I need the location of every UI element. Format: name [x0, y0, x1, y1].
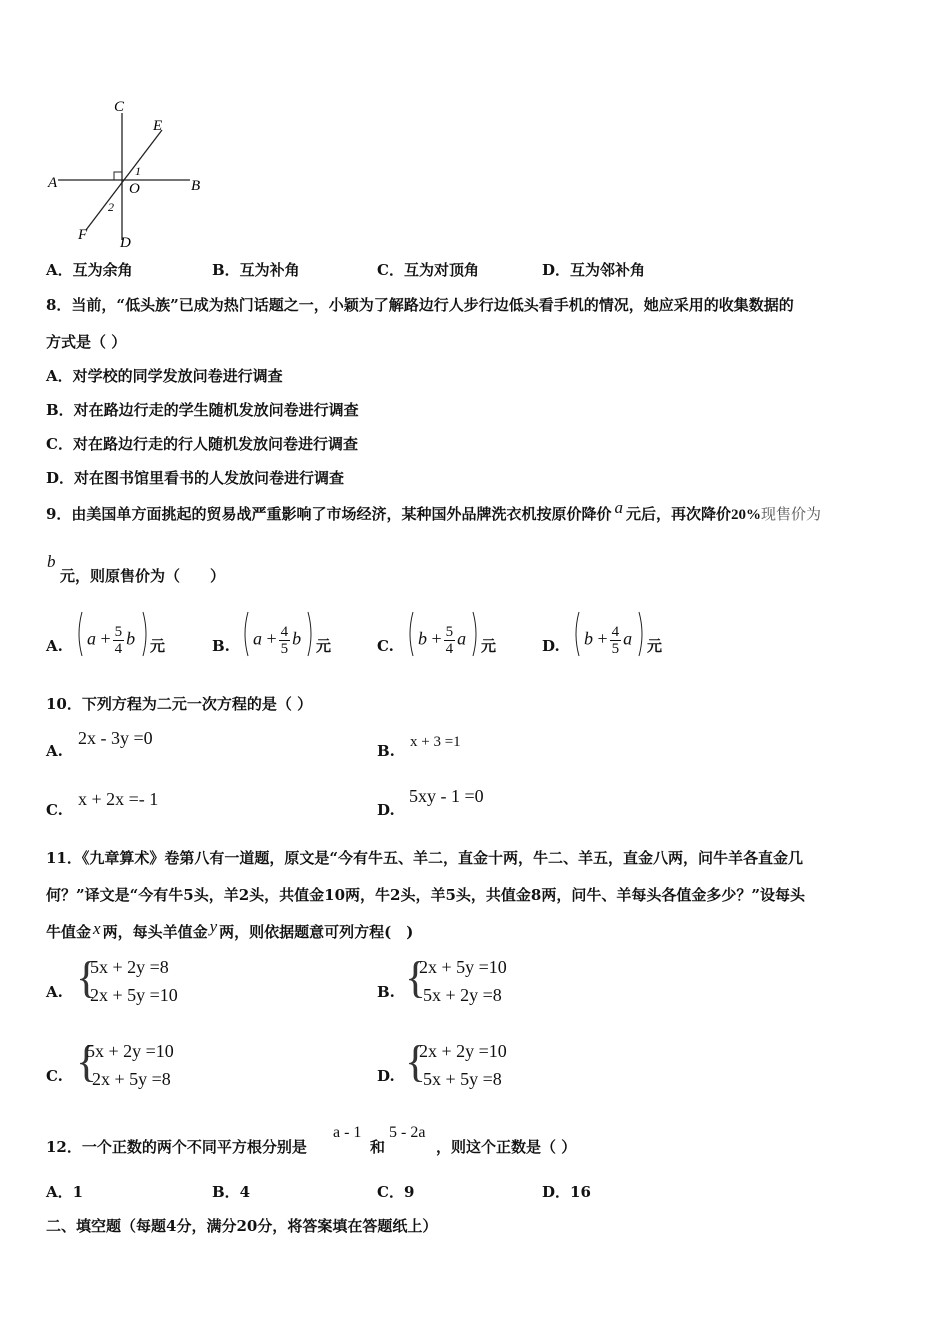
q10-option-a-eq: 2x - 3y =0	[78, 728, 153, 748]
label-F: F	[78, 227, 88, 243]
q8-stem-line2: 方式是（ ）	[46, 333, 127, 351]
q11-option-a-eq2: 2x + 5y =10	[90, 985, 178, 1005]
q9-option-d-label: D.	[542, 637, 560, 655]
label-D: D	[120, 235, 131, 251]
q11-option-a-eq1: 5x + 2y =8	[90, 957, 169, 977]
q11-option-b-eq1: 2x + 5y =10	[419, 957, 507, 977]
label-B: B	[191, 178, 201, 194]
q11-option-d-eq1: 2x + 2y =10	[419, 1041, 507, 1061]
label-angle-2: 2	[108, 200, 114, 214]
q11-stem-line3: 牛值金 x 两，每头羊值金 y 两，则依据题意可列方程( )	[46, 917, 414, 941]
q12-stem-part2: 和	[370, 1138, 386, 1156]
q12-option-d: D．16	[542, 1183, 591, 1201]
q9-option-a-unit: 元	[150, 637, 166, 655]
q9-text-2: 元后，再次降价	[625, 505, 731, 523]
paren-left	[242, 610, 250, 658]
q9-option-c-label: C.	[377, 637, 394, 655]
q11-option-d-label: D.	[377, 1067, 395, 1085]
q10-option-d-label: D.	[377, 801, 395, 819]
q7-option-a: A．互为余角	[46, 261, 133, 279]
q10-option-b-eq: x + 3 =1	[410, 734, 461, 750]
paren-right	[637, 610, 645, 658]
q11-stem-line1: 11．《九章算术》卷第八有一道题，原文是“今有牛五、羊二，直金十两，牛二、羊五，直金八两，问牛羊各直金几	[46, 849, 804, 867]
q12-option-a: A．1	[46, 1183, 84, 1201]
q11-stem-line2: 何？”译文是“今有牛5头，羊2头，共值金10两，牛2头，羊5头，共值金8两，问牛、羊每头各值金多少？”设每头	[46, 886, 805, 904]
q9-percent: 20%	[730, 507, 761, 523]
brace-icon: {	[76, 953, 98, 1002]
q10-option-a-label: A.	[46, 742, 63, 760]
q10-option-c-eq: x + 2x =- 1	[78, 789, 159, 809]
q11-var-x: x	[93, 919, 101, 938]
q10-option-d-eq: 5xy - 1 =0	[409, 786, 484, 806]
q11-option-b-label: B.	[377, 983, 395, 1001]
q9-option-c-expr: b + $\frac{5}{4}$ a	[418, 624, 467, 657]
q9-stem-line2: 元，则原售价为（ ）	[60, 567, 226, 585]
paren-left	[76, 610, 84, 658]
q11-option-a-label: A.	[46, 983, 63, 1001]
q9-option-a-expr: a + $\frac{5}{4}$ b	[87, 624, 136, 657]
q12-stem-part1: 12．一个正数的两个不同平方根分别是	[46, 1138, 307, 1156]
q10-option-c-label: C.	[46, 801, 63, 819]
q8-stem-line1: 8．当前，“低头族”已成为热门话题之一，小颖为了解路边行人步行边低头看手机的情况，她应采用的收集数据的	[46, 296, 794, 314]
q9-option-a-label: A.	[46, 637, 63, 655]
q11-option-d-eq2: 5x + 5y =8	[423, 1069, 502, 1089]
q7-option-d: D．互为邻补角	[542, 261, 646, 279]
right-angle-mark	[114, 172, 122, 180]
q9-option-d-expr: b + $\frac{4}{5}$ a	[584, 624, 633, 657]
paren-left	[573, 610, 581, 658]
q9-option-c-unit: 元	[481, 637, 497, 655]
q11-option-c-label: C.	[46, 1067, 63, 1085]
q11-option-c-eq1: 5x + 2y =10	[86, 1041, 174, 1061]
q11-option-b-eq2: 5x + 2y =8	[423, 985, 502, 1005]
q10-option-b-label: B.	[377, 742, 395, 760]
q12-stem-part3: ，则这个正数是（ ）	[436, 1138, 577, 1156]
section2-title: 二、填空题（每题4分，满分20分，将答案填在答题纸上）	[46, 1217, 438, 1235]
q12-expr1: a - 1	[333, 1124, 362, 1141]
q7-option-c: C．互为对顶角	[377, 261, 479, 279]
q8-option-b: B．对在路边行走的学生随机发放问卷进行调查	[46, 401, 359, 419]
q8-option-c: C．对在路边行走的行人随机发放问卷进行调查	[46, 435, 358, 453]
q11-var-y: y	[209, 917, 218, 936]
q9-option-b-label: B.	[212, 637, 230, 655]
label-A: A	[48, 175, 58, 191]
q7-option-b: B．互为补角	[212, 261, 300, 279]
paren-right	[141, 610, 149, 658]
paren-left	[407, 610, 415, 658]
q12-expr2: 5 - 2a	[389, 1124, 426, 1141]
q9-option-b-expr: a + $\frac{4}{5}$ b	[253, 624, 302, 657]
q9-text-1: 9．由美国单方面挑起的贸易战严重影响了市场经济，某种国外品牌洗衣机按原价降价	[46, 505, 612, 523]
label-angle-1: 1	[135, 164, 141, 178]
label-O: O	[129, 181, 140, 197]
q8-option-a: A．对学校的同学发放问卷进行调查	[46, 367, 283, 385]
paren-right	[306, 610, 314, 658]
brace-icon: {	[405, 953, 427, 1002]
q9-var-a: a	[614, 498, 623, 517]
brace-icon: {	[76, 1037, 98, 1086]
paren-right	[471, 610, 479, 658]
label-C: C	[114, 99, 125, 115]
label-E: E	[153, 118, 163, 134]
q9-option-d-unit: 元	[647, 637, 663, 655]
geometry-figure	[40, 95, 220, 255]
q8-option-d: D．对在图书馆里看书的人发放问卷进行调查	[46, 469, 345, 487]
q12-option-b: B．4	[212, 1183, 251, 1201]
q9-text-3: 现售价为	[760, 505, 821, 523]
q11-option-c-eq2: 2x + 5y =8	[92, 1069, 171, 1089]
q9-stem-line1	[46, 498, 821, 525]
brace-icon: {	[405, 1037, 427, 1086]
q12-option-c: C．9	[377, 1183, 415, 1201]
q9-var-b: b	[47, 552, 56, 571]
q9-option-b-unit: 元	[316, 637, 332, 655]
q10-stem: 10．下列方程为二元一次方程的是（ ）	[46, 695, 313, 713]
